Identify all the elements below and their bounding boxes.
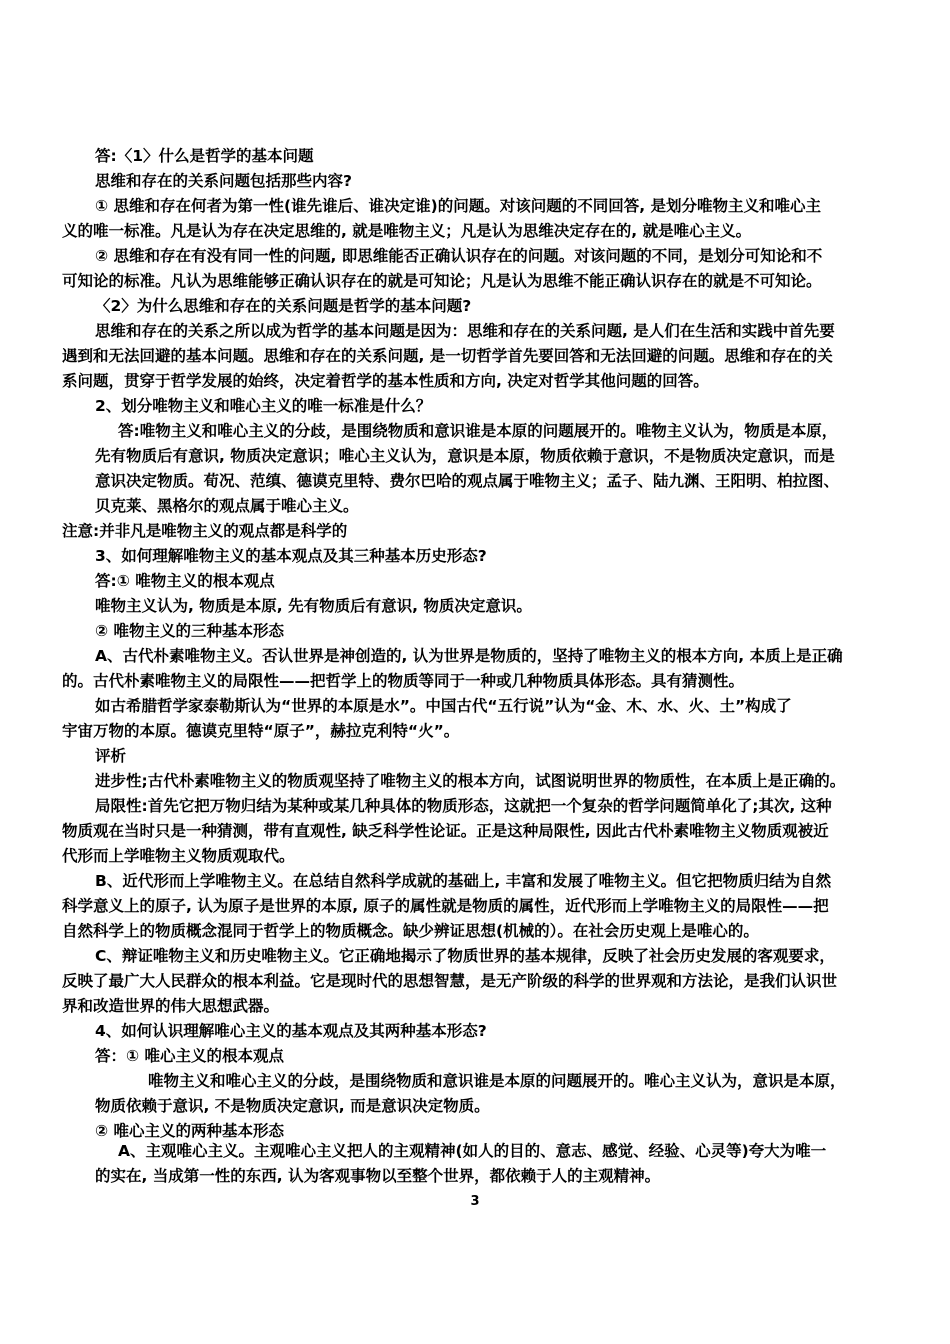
text-line: 唯物主义认为, 物质是本原, 先有物质后有意识, 物质决定意识。	[95, 597, 532, 615]
text-line: 自然科学上的物质概念混同于哲学上的物质概念。缺少辨证思想(机械的）。在社会历史观上是唯心的。	[62, 922, 759, 940]
text-line: 物质观在当时只是一种猜测，带有直观性, 缺乏科学性论证。正是这种局限性, 因此古代朴素唯物主义物质观被近	[62, 822, 829, 840]
text-line: 〈2〉为什么思维和存在的关系问题是哲学的基本问题?	[95, 297, 472, 315]
text-line: A、古代朴素唯物主义。否认世界是神创造的, 认为世界是物质的，坚持了唯物主义的根本方向, 本质上是正确	[95, 647, 843, 665]
text-line: 注意:并非凡是唯物主义的观点都是科学的	[62, 522, 348, 540]
text-line: 遇到和无法回避的基本问题。思维和存在的关系问题, 是一切哲学首先要回答和无法回避的问题。思维和存在的关	[62, 347, 833, 365]
text-line: A、主观唯心主义。主观唯心主义把人的主观精神(如人的目的、意志、感觉、经验、心灵等)夸大为唯一	[118, 1142, 827, 1160]
text-line: 局限性:首先它把万物归结为某种或某几种具体的物质形态，这就把一个复杂的哲学问题简单化了;其次, 这种	[95, 797, 832, 815]
text-line: 系问题，贯穿于哲学发展的始终，决定着哲学的基本性质和方向, 决定对哲学其他问题的回答。	[62, 372, 709, 390]
text-line: 的。古代朴素唯物主义的局限性——把哲学上的物质等同于一种或几种物质具体形态。具有猜测性。	[62, 672, 745, 690]
text-line: 的实在, 当成第一性的东西, 认为客观事物以至整个世界，都依赖于人的主观精神。	[95, 1167, 661, 1185]
text-line: 代形而上学唯物主义物质观取代。	[62, 847, 295, 865]
text-line: 科学意义上的原子, 认为原子是世界的本原, 原子的属性就是物质的属性，近代形而上学唯物主义的局限性——把	[62, 897, 829, 915]
text-line: 思维和存在的关系问题包括那些内容?	[95, 172, 352, 190]
text-line: 可知论的标准。凡认为思维能够正确认识存在的就是可知论；凡是认为思维不能正确认识存在的就是不可知论。	[62, 272, 822, 290]
text-line: 答:唯物主义和唯心主义的分歧，是围绕物质和意识谁是本原的问题展开的。唯物主义认为，物质是本原，	[118, 422, 838, 440]
text-line: 物质依赖于意识, 不是物质决定意识, 而是意识决定物质。	[95, 1097, 490, 1115]
text-line: 唯物主义和唯心主义的分歧，是围绕物质和意识谁是本原的问题展开的。唯心主义认为，意识是本原，	[148, 1072, 846, 1090]
text-line: 2、划分唯物主义和唯心主义的唯一标准是什么？	[95, 397, 432, 415]
text-line: 义的唯一标准。凡是认为存在决定思维的, 就是唯物主义；凡是认为思维决定存在的, 就是唯心主义。	[62, 222, 752, 240]
text-line: 评析	[95, 747, 127, 765]
text-line: ① 思维和存在何者为第一性(谁先谁后、谁决定谁)的问题。对该问题的不同回答, 是划分唯物主义和唯心主	[95, 197, 821, 215]
text-line: 如古希腊哲学家泰勒斯认为“世界的本原是水”。中国古代“五行说”认为“金、木、水、火、土”构成了	[95, 697, 792, 715]
text-line: 先有物质后有意识, 物质决定意识；唯心主义认为，意识是本原，物质依赖于意识，不是物质决定意识，而是	[95, 447, 835, 465]
text-line: B、近代形而上学唯物主义。在总结自然科学成就的基础上, 丰富和发展了唯物主义。但它把物质归结为自然	[95, 872, 832, 890]
text-line: 3、如何理解唯物主义的基本观点及其三种基本历史形态?	[95, 547, 487, 565]
text-line: C、辩证唯物主义和历史唯物主义。它正确地揭示了物质世界的基本规律，反映了社会历史发展的客观要求，	[95, 947, 835, 965]
page-number: 3	[470, 1194, 480, 1209]
text-line: ② 唯物主义的三种基本形态	[95, 622, 285, 640]
text-line: 思维和存在的关系之所以成为哲学的基本问题是因为：思维和存在的关系问题, 是人们在生活和实践中首先要	[95, 322, 835, 340]
text-line: 答:〈1〉什么是哲学的基本问题	[95, 147, 314, 165]
text-line: 4、如何认识理解唯心主义的基本观点及其两种基本形态?	[95, 1022, 487, 1040]
text-line: ② 唯心主义的两种基本形态	[95, 1122, 285, 1140]
text-line: 意识决定物质。荀况、范缜、德谟克里特、费尔巴哈的观点属于唯物主义；孟子、陆九渊、王阳明、柏拉图、	[95, 472, 840, 490]
text-line: 贝克莱、黑格尔的观点属于唯心主义。	[95, 497, 359, 515]
text-line: 答：① 唯心主义的根本观点	[95, 1047, 285, 1065]
text-line: 答:① 唯物主义的根本观点	[95, 572, 275, 590]
text-line: 进步性;古代朴素唯物主义的物质观坚持了唯物主义的根本方向，试图说明世界的物质性，在本质上是正确的。	[95, 772, 846, 790]
text-line: 宇宙万物的本原。德谟克里特“原子”，赫拉克利特“火”。	[62, 722, 460, 740]
text-line: ② 思维和存在有没有同一性的问题, 即思维能否正确认识存在的问题。对该问题的不同，是划分可知论和不	[95, 247, 823, 265]
text-line: 反映了最广大人民群众的根本利益。它是现时代的思想智慧，是无产阶级的科学的世界观和方法论，是我们认识世	[62, 972, 838, 990]
text-line: 界和改造世界的伟大思想武器。	[62, 997, 280, 1015]
